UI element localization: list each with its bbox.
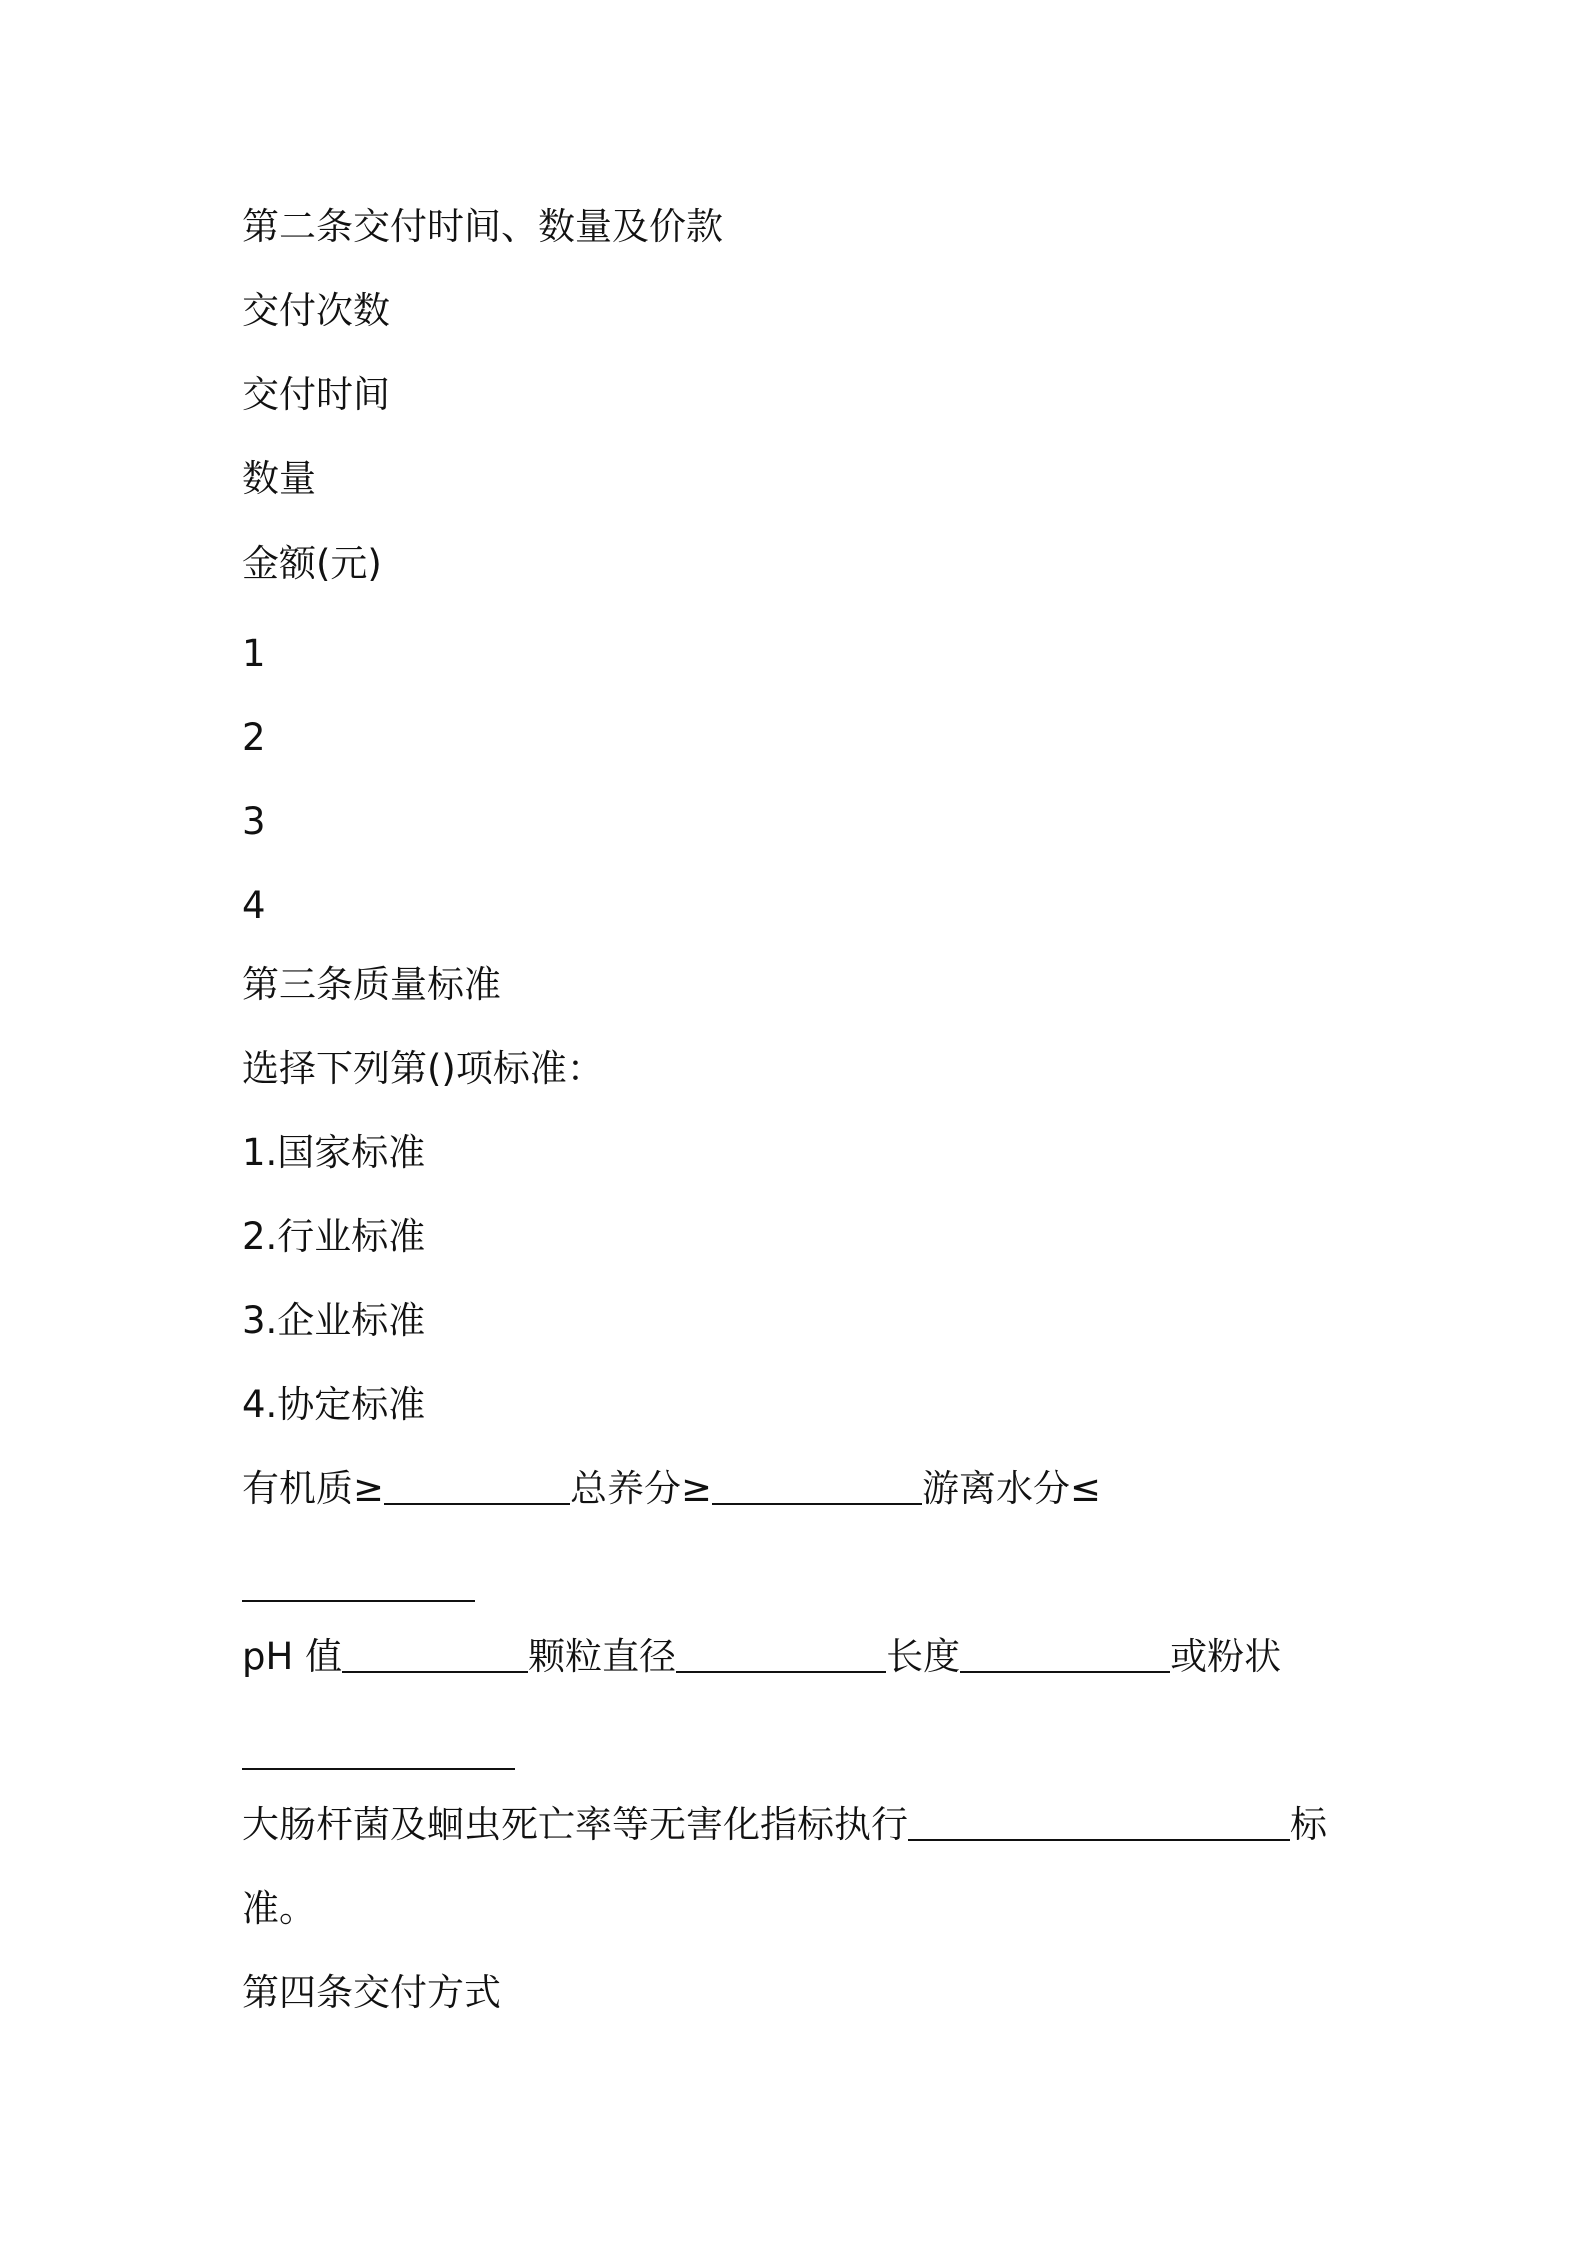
- column-delivery-count: 交付次数: [242, 289, 390, 332]
- total-nutrient-label: 总养分≥: [570, 1467, 713, 1510]
- powder-blank[interactable]: [242, 1768, 515, 1770]
- standard-option-1: 1.国家标准: [242, 1131, 426, 1174]
- standard-option-3: 3.企业标准: [242, 1299, 426, 1342]
- harmless-indicator-line: [242, 1801, 1327, 1849]
- row-number-1: 1: [242, 632, 266, 675]
- article-2-heading: 第二条交付时间、数量及价款: [242, 205, 723, 248]
- total-nutrient-blank[interactable]: [712, 1469, 922, 1505]
- free-moisture-label: 游离水分≤: [922, 1467, 1102, 1510]
- length-blank[interactable]: [960, 1637, 1170, 1673]
- harmless-standard-blank[interactable]: [908, 1805, 1290, 1841]
- ph-label: pH 值: [242, 1635, 343, 1678]
- article-4-heading: 第四条交付方式: [242, 1971, 501, 2014]
- organic-nutrient-moisture-line: [242, 1465, 1101, 1513]
- powder-label: 或粉状: [1170, 1635, 1282, 1678]
- standard-option-4: 4.协定标准: [242, 1383, 426, 1426]
- harmless-indicator-prefix: 大肠杆菌及蛔虫死亡率等无害化指标执行: [242, 1803, 908, 1846]
- organic-matter-label: 有机质≥: [242, 1467, 385, 1510]
- particle-diameter-blank[interactable]: [676, 1637, 886, 1673]
- standard-option-2: 2.行业标准: [242, 1215, 426, 1258]
- column-amount: 金额(元): [242, 542, 382, 585]
- organic-matter-blank[interactable]: [384, 1469, 570, 1505]
- particle-diameter-label: 颗粒直径: [528, 1635, 677, 1678]
- standard-select-prompt: 选择下列第()项标准：: [242, 1047, 604, 1090]
- row-number-2: 2: [242, 716, 266, 759]
- column-delivery-time: 交付时间: [242, 373, 390, 416]
- ph-particle-length-line: [242, 1633, 1281, 1681]
- harmless-indicator-suffix: 标: [1290, 1803, 1327, 1846]
- free-moisture-blank[interactable]: [242, 1600, 475, 1602]
- row-number-3: 3: [242, 800, 266, 843]
- length-label: 长度: [886, 1635, 961, 1678]
- article-3-heading: 第三条质量标准: [242, 963, 501, 1006]
- ph-blank[interactable]: [342, 1637, 528, 1673]
- harmless-indicator-end: 准。: [242, 1887, 316, 1930]
- column-quantity: 数量: [242, 457, 316, 500]
- row-number-4: 4: [242, 884, 266, 927]
